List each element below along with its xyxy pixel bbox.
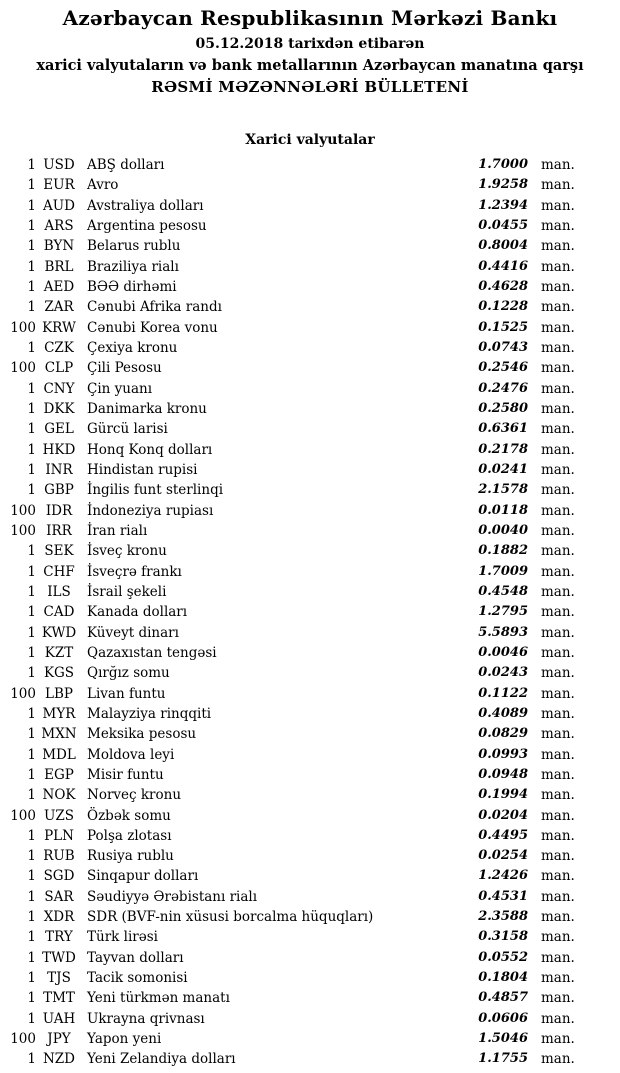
quantity-cell: 100: [10, 522, 36, 539]
rate-value-cell: 1.2394: [478, 197, 528, 213]
currency-code-cell: UAH: [42, 1010, 76, 1027]
currency-code-cell: KZT: [44, 644, 74, 661]
quantity-cell: 100: [10, 685, 36, 702]
rate-row: [0, 806, 620, 826]
quantity-cell: 1: [27, 339, 36, 356]
quantity-cell: 1: [27, 949, 36, 966]
unit-cell: man.: [541, 685, 575, 702]
rate-row: [0, 765, 620, 785]
quantity-cell: 1: [27, 157, 36, 173]
rate-value-cell: 0.0606: [478, 1010, 528, 1026]
quantity-cell: 1: [27, 441, 36, 458]
quantity-cell: 100: [10, 360, 36, 377]
rates-table: [0, 155, 620, 1070]
quantity-cell: 100: [10, 807, 36, 824]
rate-row: [0, 541, 620, 561]
currency-code-cell: BYN: [43, 238, 75, 255]
quantity-cell: 1: [27, 990, 36, 1007]
rate-value-cell: 2.1578: [478, 482, 528, 498]
currency-code-cell: USD: [43, 157, 75, 173]
rate-row: [0, 297, 620, 317]
quantity-cell: 1: [27, 217, 36, 234]
currency-code-cell: EGP: [44, 766, 74, 783]
rate-row: [0, 948, 620, 968]
currency-code-cell: RUB: [43, 848, 75, 865]
rate-row: [0, 602, 620, 622]
rate-value-cell: 0.6361: [478, 421, 528, 437]
rate-row: [0, 257, 620, 277]
unit-cell: man.: [541, 441, 575, 458]
rate-row: [0, 501, 620, 521]
rate-row: [0, 724, 620, 744]
rate-row: [0, 887, 620, 907]
bulletin-header: [0, 0, 620, 97]
quantity-cell: 1: [27, 705, 36, 722]
rate-value-cell: 1.2426: [478, 868, 528, 884]
currency-name-cell: Avstraliya dolları: [87, 197, 204, 214]
currency-code-cell: KWD: [41, 624, 77, 641]
currency-name-cell: İsveçrə frankı: [87, 563, 182, 580]
effective-date-line: 05.12.2018 tarixdən etibarən: [195, 36, 425, 52]
rate-row: [0, 643, 620, 663]
rate-value-cell: 0.0040: [478, 522, 528, 538]
rate-row: [0, 1009, 620, 1029]
currency-name-cell: BƏƏ dirhəmi: [87, 278, 177, 295]
rate-value-cell: 2.3588: [478, 909, 528, 925]
rate-row: [0, 927, 620, 947]
quantity-cell: 100: [10, 1031, 36, 1048]
unit-cell: man.: [541, 563, 575, 580]
currency-code-cell: CNY: [43, 380, 75, 397]
rate-value-cell: 0.1228: [478, 299, 528, 315]
quantity-cell: 1: [27, 1051, 36, 1068]
rate-row: [0, 358, 620, 378]
currency-name-cell: Ukrayna qrivnası: [87, 1010, 205, 1027]
rate-row: [0, 1049, 620, 1069]
unit-cell: man.: [541, 1051, 575, 1068]
currency-name-cell: Qırğız somu: [87, 665, 170, 682]
currency-code-cell: KGS: [43, 665, 75, 682]
unit-cell: man.: [541, 1031, 575, 1048]
currency-name-cell: Norveç kronu: [87, 787, 182, 804]
rate-value-cell: 0.0455: [478, 217, 528, 233]
quantity-cell: 1: [27, 970, 36, 987]
unit-cell: man.: [541, 380, 575, 397]
unit-cell: man.: [541, 522, 575, 539]
currency-name-cell: Qazaxıstan tengəsi: [87, 644, 217, 661]
rate-value-cell: 5.5893: [478, 624, 528, 640]
currency-code-cell: TMT: [43, 990, 75, 1007]
currency-code-cell: GEL: [44, 421, 74, 438]
rate-row: [0, 521, 620, 541]
rate-row: [0, 175, 620, 195]
unit-cell: man.: [541, 482, 575, 499]
unit-cell: man.: [541, 177, 575, 194]
currency-name-cell: Tacik somonisi: [87, 970, 188, 987]
currency-name-cell: Braziliya rialı: [87, 258, 179, 275]
quantity-cell: 1: [27, 543, 36, 560]
rate-row: [0, 785, 620, 805]
rate-row: [0, 866, 620, 886]
rate-row: [0, 338, 620, 358]
unit-cell: man.: [541, 787, 575, 804]
unit-cell: man.: [541, 1010, 575, 1027]
rate-row: [0, 155, 620, 175]
currency-code-cell: NZD: [42, 1051, 76, 1068]
currency-name-cell: Cənubi Korea vonu: [87, 319, 218, 336]
rate-value-cell: 1.5046: [478, 1031, 528, 1047]
unit-cell: man.: [541, 909, 575, 926]
rate-row: [0, 968, 620, 988]
rate-row: [0, 379, 620, 399]
rate-value-cell: 0.2580: [478, 400, 528, 416]
rate-value-cell: 0.3158: [478, 929, 528, 945]
currency-name-cell: Argentina pesosu: [87, 217, 207, 234]
unit-cell: man.: [541, 807, 575, 824]
currency-name-cell: Çili Pesosu: [87, 360, 162, 377]
rate-value-cell: 0.0993: [478, 746, 528, 762]
unit-cell: man.: [541, 868, 575, 885]
currency-code-cell: PLN: [44, 827, 74, 844]
rate-row: [0, 196, 620, 216]
unit-cell: man.: [541, 644, 575, 661]
rate-row: [0, 826, 620, 846]
rate-value-cell: 0.4089: [478, 705, 528, 721]
currency-name-cell: Malayziya rinqqiti: [87, 705, 212, 722]
quantity-cell: 1: [27, 604, 36, 621]
rate-row: [0, 907, 620, 927]
currency-code-cell: UZS: [43, 807, 74, 824]
currency-name-cell: Belarus rublu: [87, 238, 181, 255]
rate-value-cell: 0.0829: [478, 726, 528, 742]
currency-name-cell: Yeni Zelandiya dolları: [87, 1051, 236, 1068]
currency-code-cell: IDR: [45, 502, 73, 519]
unit-cell: man.: [541, 766, 575, 783]
unit-cell: man.: [541, 278, 575, 295]
rate-row: [0, 277, 620, 297]
unit-cell: man.: [541, 339, 575, 356]
quantity-cell: 1: [27, 624, 36, 641]
currency-code-cell: CAD: [43, 604, 75, 621]
unit-cell: man.: [541, 888, 575, 905]
currency-name-cell: Danimarka kronu: [87, 400, 207, 417]
currency-code-cell: TRY: [45, 929, 73, 946]
rate-value-cell: 0.2546: [478, 360, 528, 376]
currency-code-cell: JPY: [47, 1031, 71, 1048]
quantity-cell: 1: [27, 177, 36, 194]
quantity-cell: 1: [27, 400, 36, 417]
unit-cell: man.: [541, 360, 575, 377]
currency-code-cell: AED: [43, 278, 75, 295]
section-title-foreign-currencies: Xarici valyutalar: [245, 132, 375, 148]
currency-code-cell: INR: [45, 461, 73, 478]
currency-code-cell: SAR: [44, 888, 74, 905]
bulletin-title-line: RƏSMİ MƏZƏNNƏLƏRİ BÜLLETENİ: [151, 78, 469, 96]
unit-cell: man.: [541, 238, 575, 255]
currency-code-cell: SGD: [43, 868, 75, 885]
rate-row: [0, 1029, 620, 1049]
rate-value-cell: 0.4531: [478, 888, 528, 904]
rate-value-cell: 0.8004: [478, 238, 528, 254]
rate-row: [0, 480, 620, 500]
rate-value-cell: 0.0552: [478, 949, 528, 965]
currency-code-cell: NOK: [42, 787, 76, 804]
rate-row: [0, 623, 620, 643]
quantity-cell: 1: [27, 461, 36, 478]
rate-value-cell: 0.4628: [478, 278, 528, 294]
currency-code-cell: ZAR: [44, 299, 74, 316]
unit-cell: man.: [541, 827, 575, 844]
currency-name-cell: Küveyt dinarı: [87, 624, 179, 641]
currency-code-cell: TJS: [47, 970, 71, 987]
unit-cell: man.: [541, 258, 575, 275]
currency-name-cell: Yeni türkmən manatı: [87, 990, 230, 1007]
unit-cell: man.: [541, 543, 575, 560]
currency-name-cell: Çin yuanı: [87, 380, 153, 397]
rate-row: [0, 440, 620, 460]
unit-cell: man.: [541, 319, 575, 336]
currency-name-cell: Rusiya rublu: [87, 848, 174, 865]
currency-name-cell: İsrail şekeli: [87, 583, 167, 600]
quantity-cell: 100: [10, 319, 36, 336]
rate-row: [0, 399, 620, 419]
quantity-cell: 1: [27, 482, 36, 499]
rate-row: [0, 663, 620, 683]
quantity-cell: 1: [27, 421, 36, 438]
unit-cell: man.: [541, 726, 575, 743]
rate-value-cell: 1.1755: [478, 1051, 528, 1067]
rate-row: [0, 684, 620, 704]
rate-value-cell: 0.1882: [478, 543, 528, 559]
quantity-cell: 1: [27, 258, 36, 275]
currency-name-cell: Honq Konq dolları: [87, 441, 213, 458]
unit-cell: man.: [541, 970, 575, 987]
currency-code-cell: IRR: [46, 522, 72, 539]
currency-name-cell: İngilis funt sterlinqi: [87, 482, 224, 499]
unit-cell: man.: [541, 746, 575, 763]
rate-row: [0, 419, 620, 439]
rate-row: [0, 318, 620, 338]
currency-name-cell: Yapon yeni: [87, 1031, 162, 1048]
unit-cell: man.: [541, 604, 575, 621]
currency-name-cell: Çexiya kronu: [87, 339, 178, 356]
rate-value-cell: 0.0254: [478, 848, 528, 864]
quantity-cell: 1: [27, 238, 36, 255]
quantity-cell: 1: [27, 299, 36, 316]
rate-value-cell: 0.4548: [478, 583, 528, 599]
currency-name-cell: Avro: [87, 177, 119, 194]
unit-cell: man.: [541, 461, 575, 478]
quantity-cell: 1: [27, 278, 36, 295]
currency-name-cell: Polşa zlotası: [87, 827, 172, 844]
unit-cell: man.: [541, 990, 575, 1007]
currency-name-cell: Gürcü larisi: [87, 421, 168, 438]
currency-code-cell: ARS: [44, 217, 74, 234]
currency-name-cell: İndoneziya rupiası: [87, 502, 214, 519]
unit-cell: man.: [541, 848, 575, 865]
rate-value-cell: 0.0243: [478, 665, 528, 681]
currency-name-cell: Moldova leyi: [87, 746, 175, 763]
unit-cell: man.: [541, 157, 575, 173]
unit-cell: man.: [541, 583, 575, 600]
currency-name-cell: ABŞ dolları: [87, 157, 165, 173]
rate-value-cell: 0.0046: [478, 644, 528, 660]
rate-value-cell: 0.1525: [478, 319, 528, 335]
quantity-cell: 1: [27, 644, 36, 661]
currency-code-cell: SEK: [44, 543, 74, 560]
quantity-cell: 1: [27, 888, 36, 905]
currency-name-cell: Hindistan rupisi: [87, 461, 198, 478]
rate-value-cell: 0.2178: [478, 441, 528, 457]
rate-value-cell: 0.0118: [478, 502, 528, 518]
quantity-cell: 1: [27, 197, 36, 214]
rate-value-cell: 0.1804: [478, 970, 528, 986]
currency-name-cell: İran rialı: [87, 522, 148, 539]
rate-value-cell: 0.4416: [478, 258, 528, 274]
currency-code-cell: CLP: [44, 360, 74, 377]
unit-cell: man.: [541, 665, 575, 682]
currency-code-cell: MDL: [42, 746, 76, 763]
quantity-cell: 1: [27, 583, 36, 600]
currency-name-cell: Meksika pesosu: [87, 726, 197, 743]
currency-name-cell: Sinqapur dolları: [87, 868, 199, 885]
quantity-cell: 100: [10, 502, 36, 519]
quantity-cell: 1: [27, 787, 36, 804]
subtitle-line: xarici valyutaların və bank metallarının Azərbaycan manatına qarşı: [36, 57, 584, 74]
quantity-cell: 1: [27, 929, 36, 946]
rate-value-cell: 0.0204: [478, 807, 528, 823]
rate-value-cell: 1.9258: [478, 177, 528, 193]
currency-code-cell: TWD: [42, 949, 76, 966]
quantity-cell: 1: [27, 665, 36, 682]
rate-value-cell: 0.0743: [478, 339, 528, 355]
rate-row: [0, 216, 620, 236]
currency-code-cell: EUR: [43, 177, 75, 194]
currency-code-cell: XDR: [43, 909, 75, 926]
quantity-cell: 1: [27, 1010, 36, 1027]
currency-code-cell: AUD: [43, 197, 75, 214]
rate-row: [0, 745, 620, 765]
quantity-cell: 1: [27, 380, 36, 397]
currency-code-cell: CZK: [44, 339, 74, 356]
rate-row: [0, 988, 620, 1008]
currency-code-cell: DKK: [43, 400, 75, 417]
unit-cell: man.: [541, 400, 575, 417]
rate-value-cell: 1.7009: [478, 563, 528, 579]
currency-name-cell: Kanada dolları: [87, 604, 188, 621]
rate-value-cell: 0.0948: [478, 766, 528, 782]
unit-cell: man.: [541, 217, 575, 234]
currency-code-cell: LBP: [45, 685, 73, 702]
unit-cell: man.: [541, 624, 575, 641]
currency-name-cell: Cənubi Afrika randı: [87, 299, 222, 316]
bank-title: Azərbaycan Respublikasının Mərkəzi Bankı: [62, 6, 558, 30]
rate-row: [0, 704, 620, 724]
quantity-cell: 1: [27, 766, 36, 783]
rate-value-cell: 0.4857: [478, 990, 528, 1006]
quantity-cell: 1: [27, 563, 36, 580]
currency-name-cell: Misir funtu: [87, 766, 164, 783]
currency-code-cell: BRL: [44, 258, 74, 275]
currency-code-cell: KRW: [42, 319, 76, 336]
currency-name-cell: Livan funtu: [87, 685, 166, 702]
quantity-cell: 1: [27, 746, 36, 763]
rate-value-cell: 1.7000: [478, 157, 528, 172]
currency-code-cell: ILS: [47, 583, 71, 600]
currency-name-cell: İsveç kronu: [87, 543, 167, 560]
currency-code-cell: MXN: [41, 726, 77, 743]
quantity-cell: 1: [27, 848, 36, 865]
unit-cell: man.: [541, 421, 575, 438]
rate-value-cell: 0.4495: [478, 827, 528, 843]
rate-row: [0, 846, 620, 866]
unit-cell: man.: [541, 929, 575, 946]
currency-name-cell: SDR (BVF-nin xüsusi borcalma hüquqları): [87, 909, 374, 926]
currency-name-cell: Türk lirəsi: [87, 929, 158, 946]
rate-value-cell: 1.2795: [478, 604, 528, 620]
currency-name-cell: Özbək somu: [87, 807, 171, 824]
rate-value-cell: 0.0241: [478, 461, 528, 477]
currency-code-cell: CHF: [43, 563, 75, 580]
quantity-cell: 1: [27, 726, 36, 743]
currency-name-cell: Tayvan dolları: [87, 949, 184, 966]
quantity-cell: 1: [27, 909, 36, 926]
rate-row: [0, 460, 620, 480]
quantity-cell: 1: [27, 827, 36, 844]
unit-cell: man.: [541, 949, 575, 966]
currency-code-cell: HKD: [42, 441, 76, 458]
unit-cell: man.: [541, 197, 575, 214]
currency-code-cell: GBP: [44, 482, 74, 499]
rate-value-cell: 0.2476: [478, 380, 528, 396]
currency-code-cell: MYR: [42, 705, 76, 722]
unit-cell: man.: [541, 705, 575, 722]
rate-value-cell: 0.1122: [478, 685, 528, 701]
currency-name-cell: Səudiyyə Ərəbistanı rialı: [87, 888, 258, 905]
rate-row: [0, 562, 620, 582]
unit-cell: man.: [541, 299, 575, 316]
rate-value-cell: 0.1994: [478, 787, 528, 803]
rate-row: [0, 582, 620, 602]
quantity-cell: 1: [27, 868, 36, 885]
rate-row: [0, 236, 620, 256]
unit-cell: man.: [541, 502, 575, 519]
